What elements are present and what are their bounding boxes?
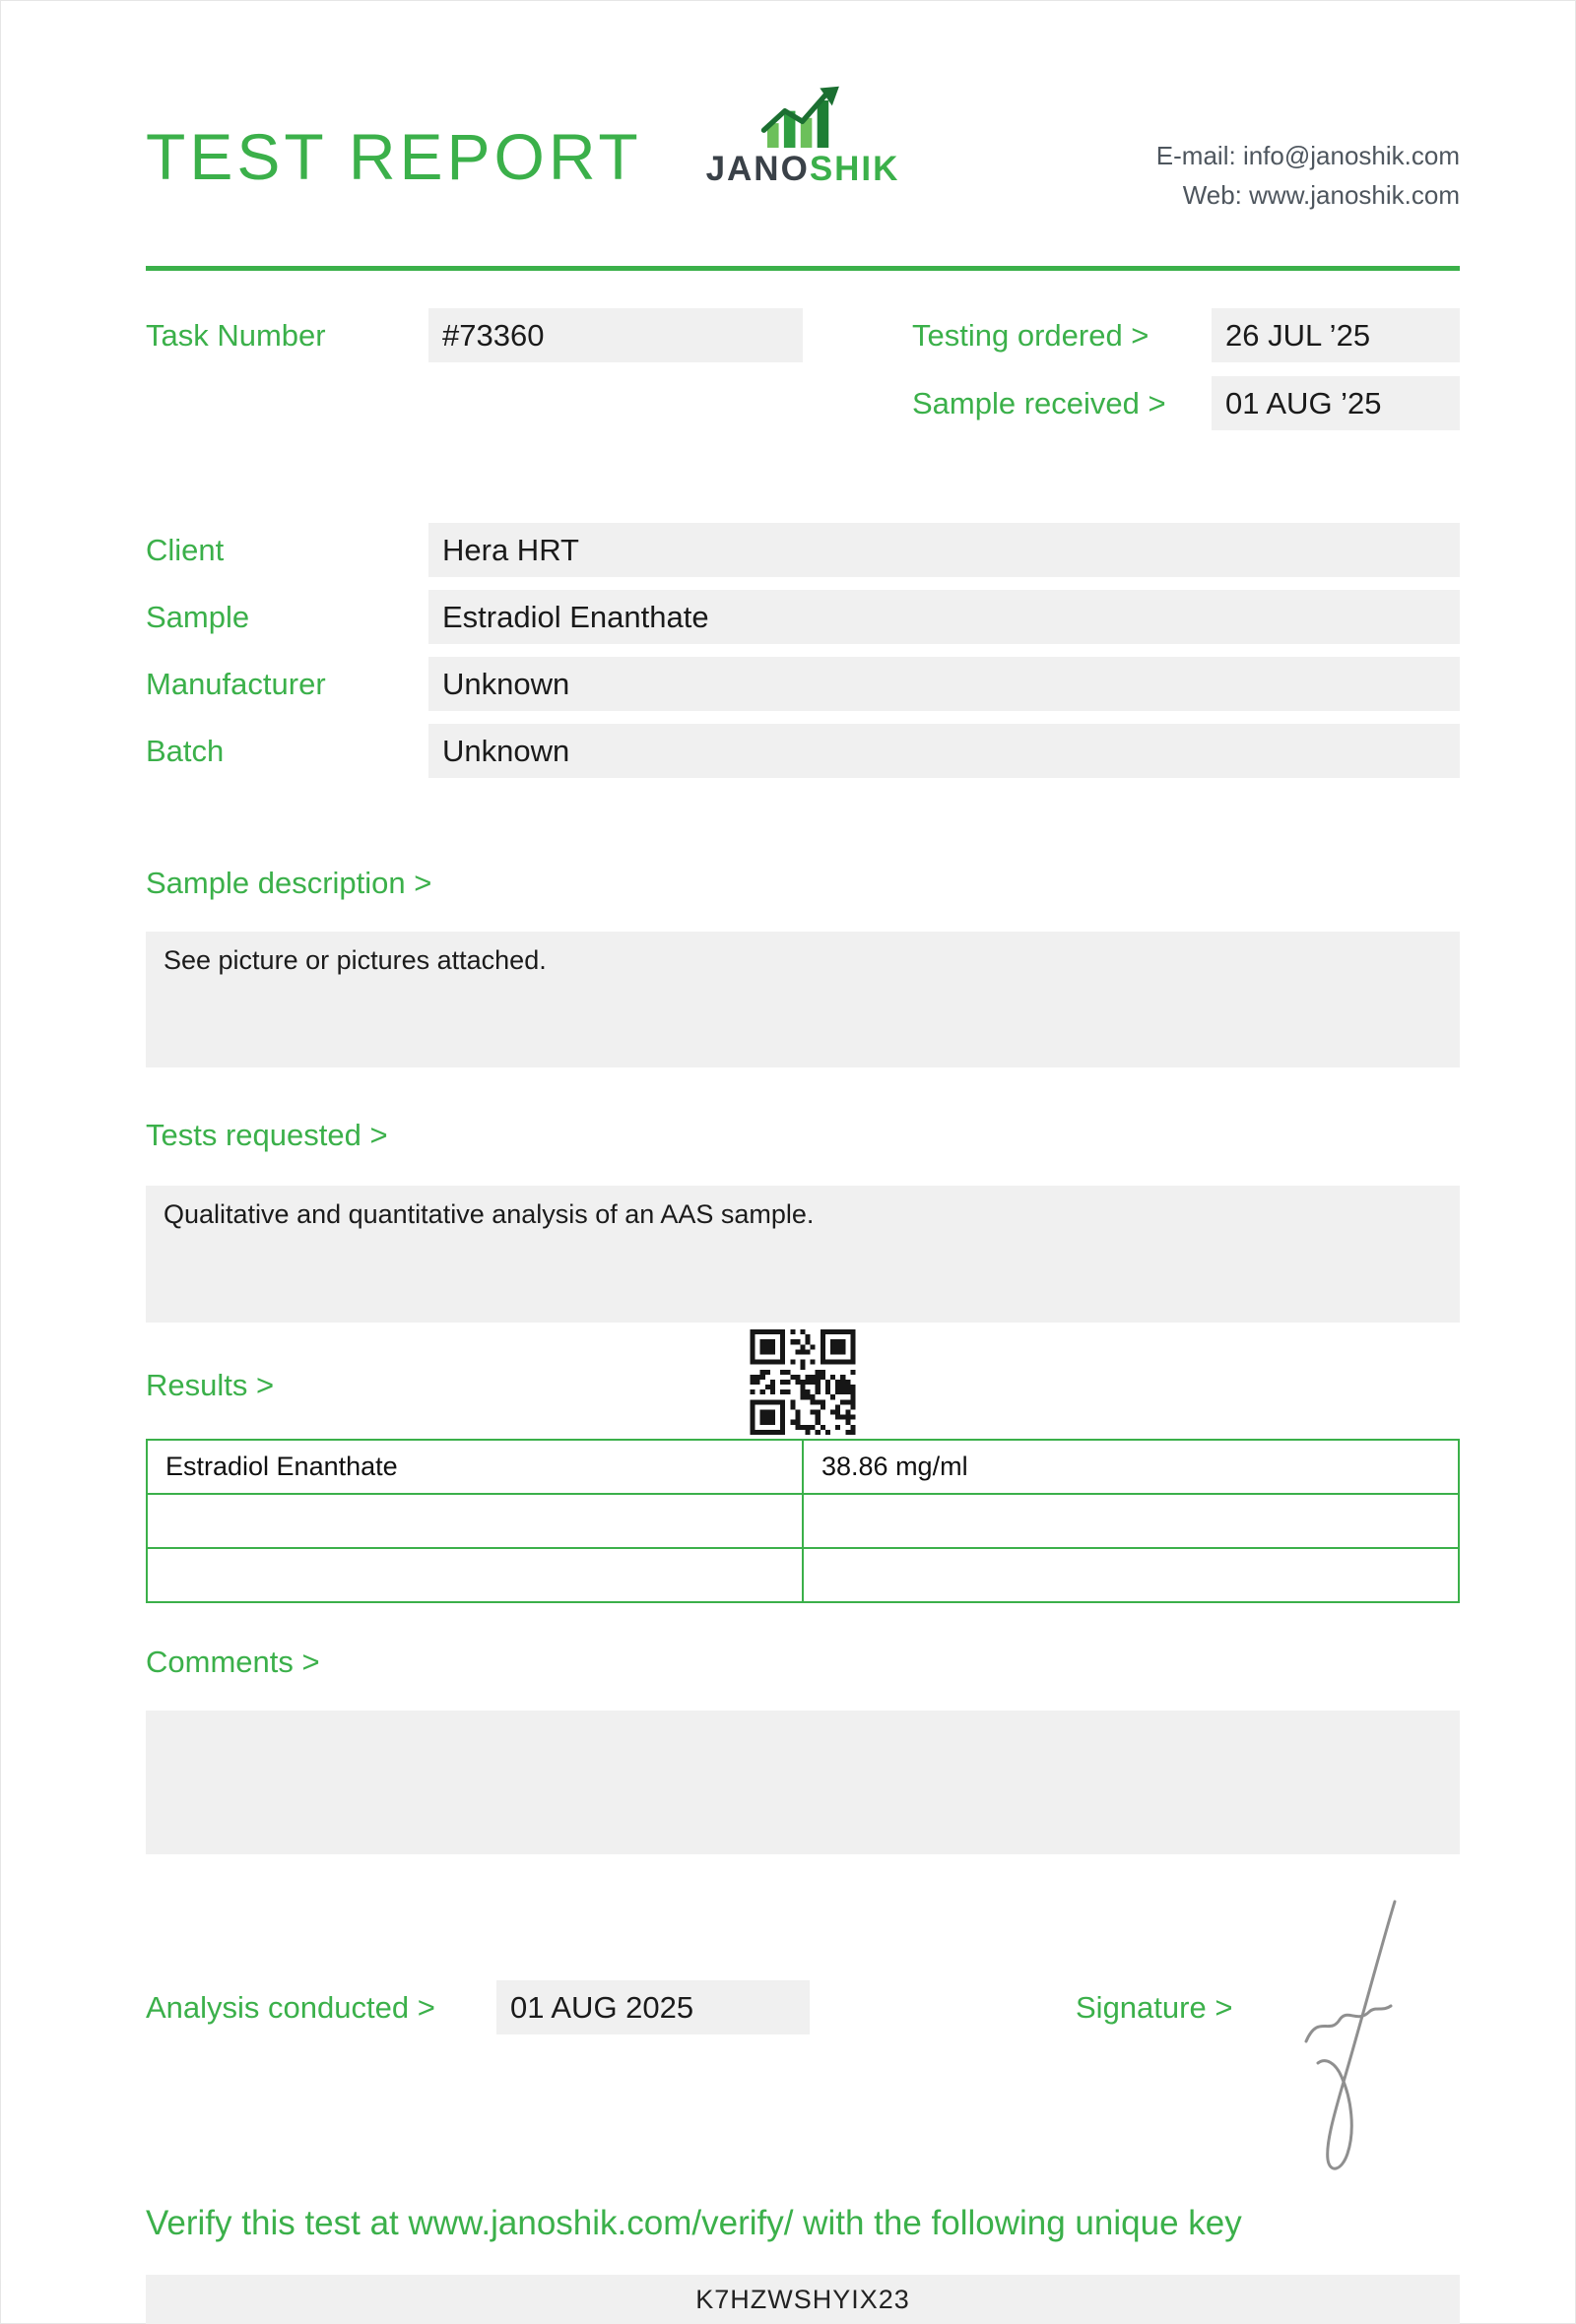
email-line (1156, 136, 1460, 175)
task-number-value: #73360 (428, 308, 803, 362)
web-label: Web: (1182, 180, 1242, 210)
detail-row-manufacturer (146, 657, 1460, 711)
testing-ordered-value: 26 JUL ’25 (1212, 308, 1460, 362)
logo-shik: SHIK (809, 150, 900, 188)
sample-value: Estradiol Enanthate (428, 590, 1460, 644)
sample-received-label: Sample received > (912, 386, 1166, 420)
email-label: E-mail: (1155, 141, 1236, 170)
contact-info (1156, 136, 1460, 215)
unique-key-value: K7HZWSHYIX23 (146, 2275, 1460, 2324)
result-row (147, 1548, 1459, 1602)
result-concentration (803, 1548, 1459, 1602)
janoshik-logo (706, 85, 900, 189)
email-value: info@janoshik.com (1242, 141, 1460, 170)
manufacturer-label: Manufacturer (146, 667, 326, 701)
result-substance: Estradiol Enanthate (147, 1440, 803, 1494)
comments-box (146, 1711, 1460, 1854)
sample-description-box: See picture or pictures attached. (146, 932, 1460, 1067)
sample-received-value: 01 AUG ’25 (1212, 376, 1460, 430)
comments-label: Comments > (146, 1645, 320, 1679)
details-section (146, 523, 1460, 778)
verify-instruction: Verify this test at www.janoshik.com/verify/ with the following unique key (146, 2204, 1242, 2242)
header (146, 0, 1460, 266)
analysis-conducted-value: 01 AUG 2025 (496, 1980, 810, 2034)
client-label: Client (146, 533, 225, 567)
signature-label: Signature > (1076, 1990, 1233, 2025)
meta-section (146, 308, 1460, 436)
logo-wordmark (706, 150, 900, 189)
detail-row-batch (146, 724, 1460, 778)
tests-requested-box: Qualitative and quantitative analysis of an AAS sample. (146, 1186, 1460, 1323)
footer (146, 1896, 1460, 2208)
task-number-label: Task Number (146, 318, 326, 353)
result-row (147, 1494, 1459, 1548)
detail-row-sample (146, 590, 1460, 644)
result-substance (147, 1494, 803, 1548)
client-value: Hera HRT (428, 523, 1460, 577)
results-table (146, 1439, 1460, 1603)
testing-ordered-label: Testing ordered > (912, 318, 1149, 353)
result-concentration (803, 1494, 1459, 1548)
analysis-conducted-label: Analysis conducted > (146, 1990, 435, 2025)
header-divider (146, 266, 1460, 271)
results-header (146, 1323, 1460, 1439)
tests-requested-label: Tests requested > (146, 1118, 388, 1152)
sample-description-label: Sample description > (146, 866, 432, 900)
batch-label: Batch (146, 734, 225, 768)
web-line (1156, 175, 1460, 215)
qr-code (751, 1329, 856, 1435)
web-value: www.janoshik.com (1249, 180, 1460, 210)
results-label: Results > (146, 1368, 275, 1402)
signature-image (1279, 1896, 1436, 2201)
result-row (147, 1440, 1459, 1494)
page-title: TEST REPORT (146, 120, 642, 193)
logo-jano: JANO (705, 150, 810, 188)
batch-value: Unknown (428, 724, 1460, 778)
result-substance (147, 1548, 803, 1602)
detail-row-client (146, 523, 1460, 577)
bar-chart-logo-icon (757, 85, 848, 148)
sample-label: Sample (146, 600, 250, 634)
result-concentration: 38.86 mg/ml (803, 1440, 1459, 1494)
manufacturer-value: Unknown (428, 657, 1460, 711)
